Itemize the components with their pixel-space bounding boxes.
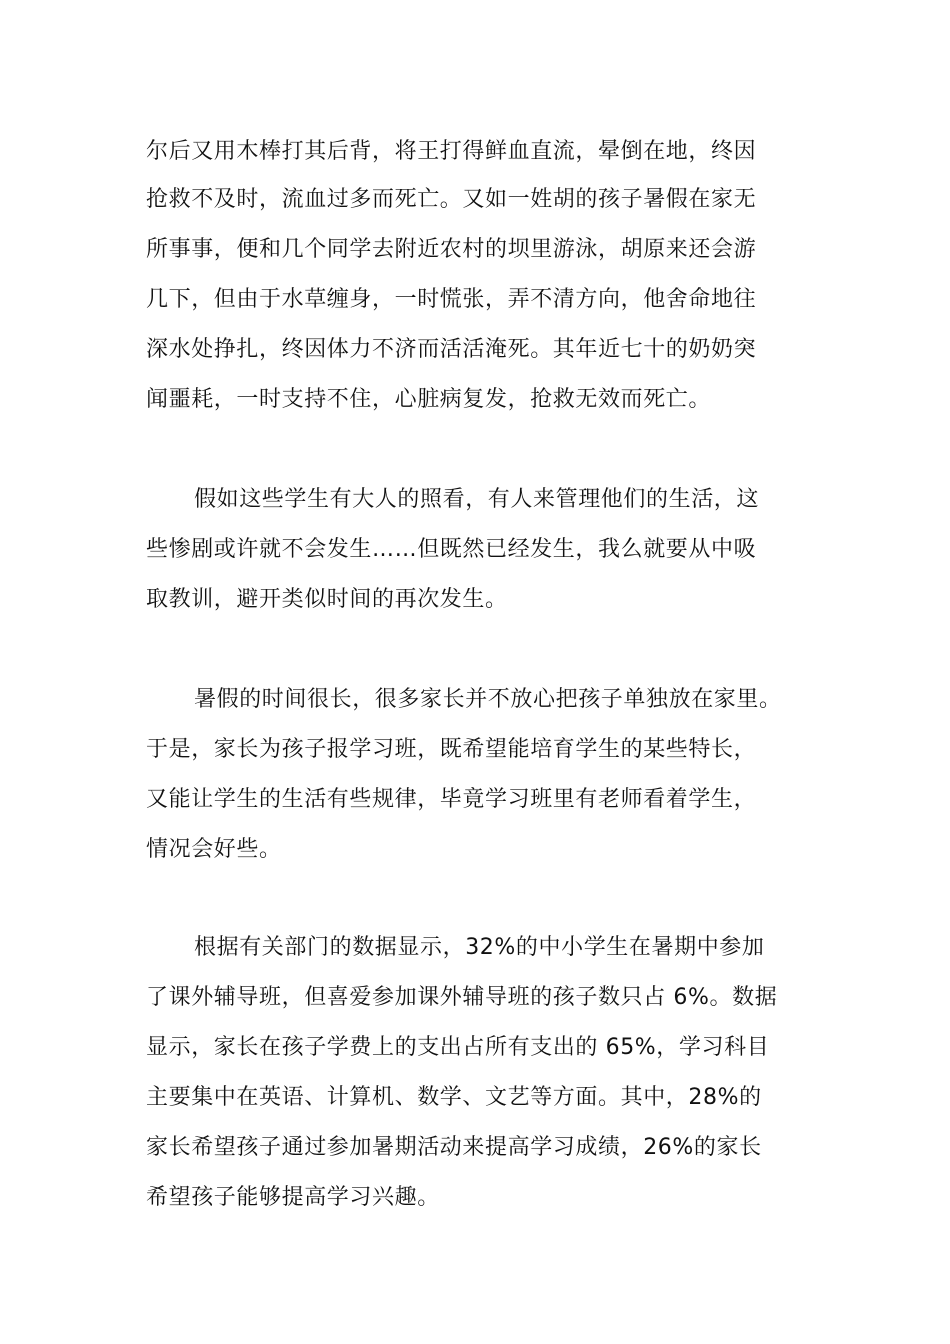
text-line: 闻噩耗，一时支持不住，心脏病复发，抢救无效而死亡。 — [146, 387, 712, 412]
text-line: 根据有关部门的数据显示，32%的中小学生在暑期中参加 — [194, 935, 765, 960]
text-line: 显示，家长在孩子学费上的支出占所有支出的 65%，学习科目 — [146, 1035, 770, 1060]
text-line: 情况会好些。 — [146, 837, 282, 862]
text-line: 几下，但由于水草缠身，一时慌张，弄不清方向，他舍命地往 — [146, 287, 757, 312]
text-line: 希望孩子能够提高学习兴趣。 — [146, 1185, 440, 1210]
text-line: 主要集中在英语、计算机、数学、文艺等方面。其中，28%的 — [146, 1085, 762, 1110]
text-line: 所事事，便和几个同学去附近农村的坝里游泳，胡原来还会游 — [146, 237, 757, 262]
text-line: 了课外辅导班，但喜爱参加课外辅导班的孩子数只占 6%。数据 — [146, 985, 778, 1010]
text-line: 深水处挣扎，终因体力不济而活活淹死。其年近七十的奶奶突 — [146, 337, 757, 362]
text-line: 抢救不及时，流血过多而死亡。又如一姓胡的孩子暑假在家无 — [146, 187, 757, 212]
text-line: 家长希望孩子通过参加暑期活动来提高学习成绩，26%的家长 — [146, 1135, 762, 1160]
text-line: 尔后又用木棒打其后背，将王打得鲜血直流，晕倒在地，终因 — [146, 139, 757, 164]
text-line: 于是，家长为孩子报学习班，既希望能培育学生的某些特长， — [146, 737, 757, 762]
text-line: 又能让学生的生活有些规律，毕竟学习班里有老师看着学生， — [146, 787, 757, 812]
text-line: 暑假的时间很长，很多家长并不放心把孩子单独放在家里。 — [194, 687, 782, 712]
text-line: 取教训，避开类似时间的再次发生。 — [146, 587, 508, 612]
text-line: 假如这些学生有大人的照看，有人来管理他们的生活，这 — [194, 487, 760, 512]
text-line: 些惨剧或许就不会发生……但既然已经发生，我么就要从中吸 — [146, 537, 757, 562]
